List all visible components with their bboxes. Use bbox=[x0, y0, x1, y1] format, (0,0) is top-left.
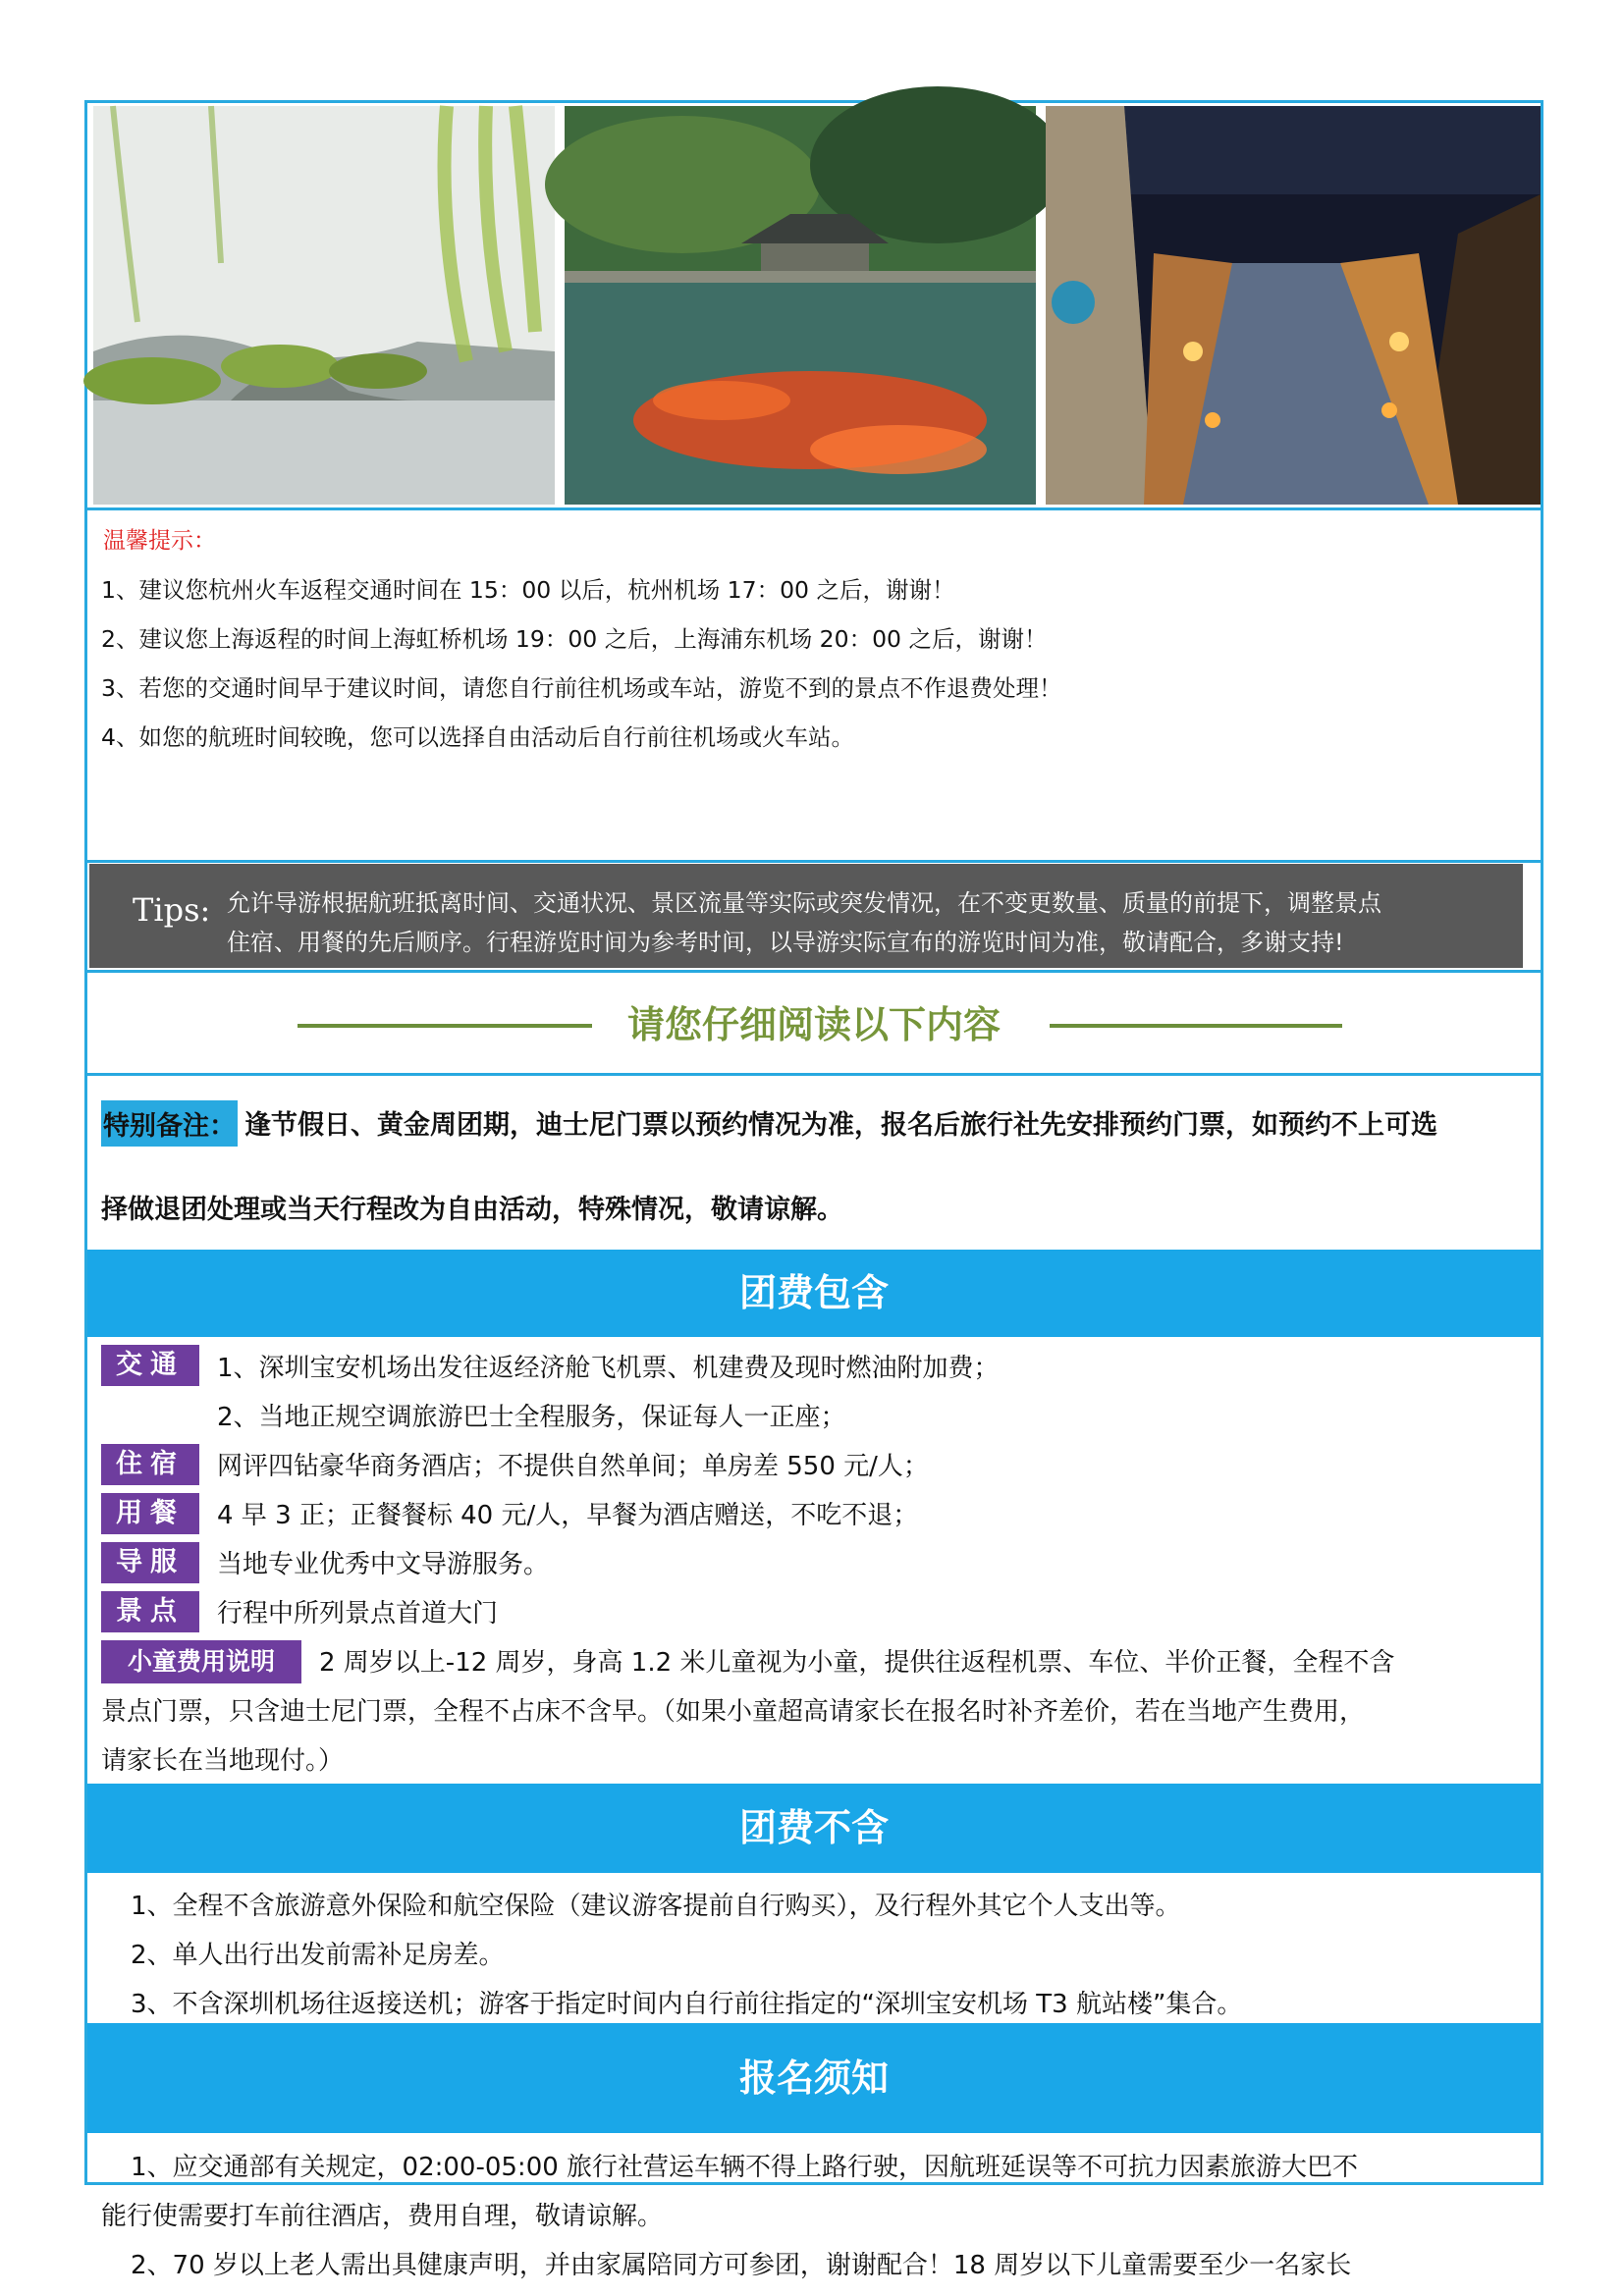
child-fee-tag: 小童费用说明 bbox=[101, 1640, 301, 1683]
special-remark-label: 特别备注： bbox=[101, 1100, 238, 1147]
section-heading-excluded: 团费不含 bbox=[87, 1784, 1541, 1873]
guide-tag: 导服 bbox=[101, 1542, 199, 1583]
heading-rule-right bbox=[1050, 1024, 1342, 1028]
hotel-tag: 住宿 bbox=[101, 1444, 199, 1485]
child-fee-line: 请家长在当地现付。） bbox=[101, 1746, 345, 1776]
special-remark-text: 择做退团处理或当天行程改为自由活动，特殊情况，敬请谅解。 bbox=[101, 1195, 843, 1225]
photo-strip bbox=[87, 103, 1541, 510]
night-street-photo bbox=[1046, 106, 1541, 505]
meal-line: 4 早 3 正；正餐餐标 40 元/人，早餐为酒店赠送，不吃不退； bbox=[217, 1501, 919, 1530]
notice-line: 3、若您的交通时间早于建议时间，请您自行前往机场或车站，游览不到的景点不作退费处理！ bbox=[101, 674, 1062, 702]
special-remark-text: 逢节假日、黄金周团期，迪士尼门票以预约情况为准，报名后旅行社先安排预约门票，如预约不上可选 bbox=[244, 1110, 1437, 1141]
sight-tag: 景点 bbox=[101, 1591, 199, 1632]
lake-bridge-photo bbox=[93, 106, 555, 505]
signup-line: 1、应交通部有关规定，02:00-05:00 旅行社营运车辆不得上路行驶，因航班延误等不可抗力因素旅游大巴不 bbox=[131, 2153, 1359, 2182]
special-remark bbox=[87, 1077, 1541, 1249]
signup-line: 能行使需要打车前往酒店，费用自理，敬请谅解。 bbox=[101, 2202, 664, 2231]
read-heading: 请您仔细阅读以下内容 bbox=[626, 1003, 1001, 1046]
tips-line: 允许导游根据航班抵离时间、交通状况、景区流量等实际或突发情况，在不变更数量、质量的前提下，调整景点 bbox=[227, 889, 1381, 917]
notice-line: 1、建议您杭州火车返程交通时间在 15：00 以后，杭州机场 17：00 之后，谢谢！ bbox=[101, 576, 955, 604]
read-heading-bar bbox=[87, 973, 1541, 1075]
signup-line: 2、70 岁以上老人需出具健康声明，并由家属陪同方可参团，谢谢配合！18 周岁以下儿童需要至少一名家长 bbox=[131, 2251, 1352, 2280]
section-heading-included: 团费包含 bbox=[87, 1250, 1541, 1337]
child-fee-line: 景点门票，只含迪士尼门票，全程不占床不含早。（如果小童超高请家长在报名时补齐差价，若在当地产生费用， bbox=[101, 1697, 1366, 1727]
transport-line: 1、深圳宝安机场出发往返经济舱飞机票、机建费及现时燃油附加费； bbox=[217, 1354, 1000, 1383]
itinerary-page bbox=[84, 100, 1543, 2280]
meal-tag: 用餐 bbox=[101, 1493, 199, 1534]
hotel-line: 网评四钻豪华商务酒店；不提供自然单间；单房差 550 元/人； bbox=[217, 1452, 929, 1481]
notice-line: 4、如您的航班时间较晚，您可以选择自由活动后自行前往机场或火车站。 bbox=[101, 723, 854, 751]
transport-tag: 交通 bbox=[101, 1345, 199, 1386]
excluded-line: 2、单人出行出发前需补足房差。 bbox=[131, 1941, 505, 1970]
divider bbox=[87, 860, 1541, 863]
guide-line: 当地专业优秀中文导游服务。 bbox=[217, 1550, 550, 1579]
warm-notice bbox=[87, 510, 1541, 860]
tips-line: 住宿、用餐的先后顺序。行程游览时间为参考时间，以导游实际宣布的游览时间为准，敬请配合，多谢支持! bbox=[227, 929, 1344, 956]
notice-line: 2、建议您上海返程的时间上海虹桥机场 19：00 之后，上海浦东机场 20：00 之后，谢谢！ bbox=[101, 625, 1048, 653]
sight-line: 行程中所列景点首道大门 bbox=[217, 1599, 499, 1629]
notice-title: 温馨提示： bbox=[103, 528, 216, 554]
tips-box bbox=[89, 864, 1523, 968]
child-fee-line: 2 周岁以上-12 周岁，身高 1.2 米儿童视为小童，提供往返程机票、车位、半价正餐，全程不含 bbox=[319, 1648, 1395, 1678]
tips-label: Tips: bbox=[133, 891, 211, 929]
koi-pond-photo bbox=[565, 106, 1036, 505]
section-heading-signup: 报名须知 bbox=[87, 2023, 1541, 2133]
excluded-line: 1、全程不含旅游意外保险和航空保险（建议游客提前自行购买），及行程外其它个人支出等。 bbox=[131, 1892, 1181, 1921]
transport-line: 2、当地正规空调旅游巴士全程服务，保证每人一正座； bbox=[217, 1403, 846, 1432]
divider bbox=[87, 1073, 1541, 1076]
excluded-line: 3、不含深圳机场往返接送机；游客于指定时间内自行前往指定的“深圳宝安机场 T3 航站楼”集合。 bbox=[131, 1990, 1243, 2019]
